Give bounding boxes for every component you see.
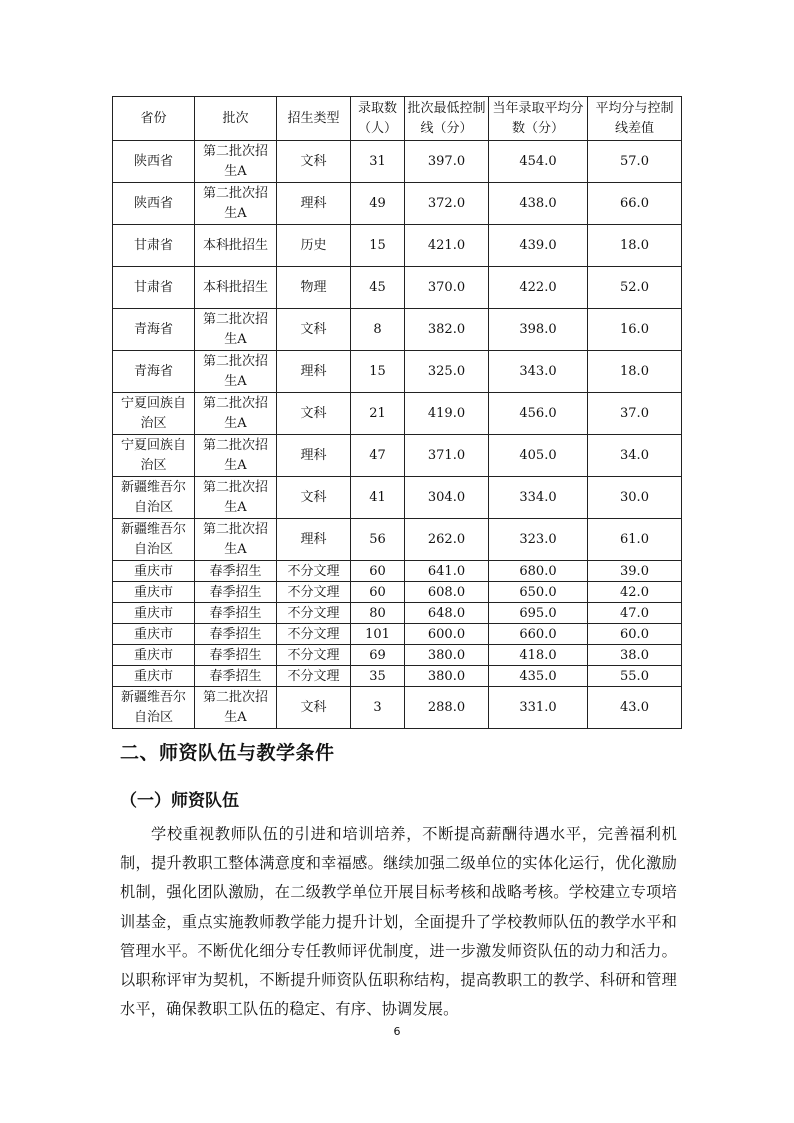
cell-province: 重庆市 bbox=[113, 645, 195, 666]
page-number: 6 bbox=[393, 1025, 401, 1038]
cell-province: 新疆维吾尔自治区 bbox=[113, 519, 195, 561]
table-header-row bbox=[113, 97, 682, 141]
cell-type: 文科 bbox=[277, 393, 351, 435]
cell-avg-score: 438.0 bbox=[489, 183, 588, 225]
cell-min-line: 608.0 bbox=[405, 582, 489, 603]
cell-batch: 本科批招生 bbox=[195, 225, 277, 267]
cell-diff: 18.0 bbox=[588, 351, 682, 393]
cell-admitted: 56 bbox=[351, 519, 405, 561]
cell-diff: 47.0 bbox=[588, 603, 682, 624]
cell-avg-score: 650.0 bbox=[489, 582, 588, 603]
cell-type: 物理 bbox=[277, 267, 351, 309]
cell-admitted: 41 bbox=[351, 477, 405, 519]
table-row bbox=[113, 624, 682, 645]
cell-province: 重庆市 bbox=[113, 582, 195, 603]
header-diff: 平均分与控制线差值 bbox=[588, 97, 682, 141]
cell-type: 理科 bbox=[277, 435, 351, 477]
cell-batch: 第二批次招生A bbox=[195, 687, 277, 729]
admission-table bbox=[112, 96, 682, 729]
cell-batch: 第二批次招生A bbox=[195, 141, 277, 183]
cell-avg-score: 405.0 bbox=[489, 435, 588, 477]
cell-min-line: 262.0 bbox=[405, 519, 489, 561]
cell-admitted: 69 bbox=[351, 645, 405, 666]
cell-min-line: 325.0 bbox=[405, 351, 489, 393]
cell-min-line: 371.0 bbox=[405, 435, 489, 477]
cell-avg-score: 398.0 bbox=[489, 309, 588, 351]
cell-type: 不分文理 bbox=[277, 624, 351, 645]
cell-batch: 第二批次招生A bbox=[195, 477, 277, 519]
cell-batch: 春季招生 bbox=[195, 645, 277, 666]
table-row bbox=[113, 267, 682, 309]
cell-type: 不分文理 bbox=[277, 666, 351, 687]
cell-province: 重庆市 bbox=[113, 666, 195, 687]
cell-min-line: 648.0 bbox=[405, 603, 489, 624]
cell-batch: 第二批次招生A bbox=[195, 183, 277, 225]
header-type: 招生类型 bbox=[277, 97, 351, 141]
cell-avg-score: 680.0 bbox=[489, 561, 588, 582]
subsection-title: （一）师资队伍 bbox=[120, 791, 239, 811]
cell-province: 重庆市 bbox=[113, 624, 195, 645]
cell-batch: 第二批次招生A bbox=[195, 519, 277, 561]
table-row bbox=[113, 435, 682, 477]
cell-admitted: 35 bbox=[351, 666, 405, 687]
cell-province: 新疆维吾尔自治区 bbox=[113, 687, 195, 729]
cell-avg-score: 422.0 bbox=[489, 267, 588, 309]
cell-min-line: 397.0 bbox=[405, 141, 489, 183]
cell-province: 陕西省 bbox=[113, 183, 195, 225]
cell-type: 不分文理 bbox=[277, 582, 351, 603]
cell-min-line: 370.0 bbox=[405, 267, 489, 309]
cell-type: 文科 bbox=[277, 687, 351, 729]
cell-admitted: 101 bbox=[351, 624, 405, 645]
header-province: 省份 bbox=[113, 97, 195, 141]
cell-batch: 第二批次招生A bbox=[195, 435, 277, 477]
cell-diff: 61.0 bbox=[588, 519, 682, 561]
cell-province: 青海省 bbox=[113, 351, 195, 393]
cell-batch: 第二批次招生A bbox=[195, 393, 277, 435]
cell-province: 陕西省 bbox=[113, 141, 195, 183]
cell-batch: 第二批次招生A bbox=[195, 309, 277, 351]
cell-diff: 18.0 bbox=[588, 225, 682, 267]
cell-avg-score: 343.0 bbox=[489, 351, 588, 393]
cell-batch: 春季招生 bbox=[195, 666, 277, 687]
cell-min-line: 380.0 bbox=[405, 645, 489, 666]
cell-batch: 春季招生 bbox=[195, 624, 277, 645]
cell-avg-score: 418.0 bbox=[489, 645, 588, 666]
cell-admitted: 60 bbox=[351, 561, 405, 582]
table-row bbox=[113, 183, 682, 225]
cell-batch: 本科批招生 bbox=[195, 267, 277, 309]
cell-batch: 春季招生 bbox=[195, 561, 277, 582]
cell-admitted: 47 bbox=[351, 435, 405, 477]
table-row bbox=[113, 561, 682, 582]
cell-diff: 57.0 bbox=[588, 141, 682, 183]
section-title: 二、师资队伍与教学条件 bbox=[120, 742, 335, 764]
table-row bbox=[113, 393, 682, 435]
cell-admitted: 49 bbox=[351, 183, 405, 225]
cell-min-line: 419.0 bbox=[405, 393, 489, 435]
body-paragraph: 学校重视教师队伍的引进和培训培养，不断提高薪酬待遇水平，完善福利机制，提升教职工整体满意度和幸福感。继续加强二级单位的实体化运行，优化激励机制，强化团队激励，在二级教学单位开展目标考核和战略考核。学校建立专项培训基金，重点实施教师教学能力提升计划，全面提升了学校教师队伍的教学水平和管理水平。不断优化细分专任教师评优制度，进一步激发师资队伍的动力和活力。以职称评审为契机，不断提升师资队伍职称结构，提高教职工的教学、科研和管理水平，确保教职工队伍的稳定、有序、协调发展。 bbox=[120, 825, 677, 1019]
cell-min-line: 600.0 bbox=[405, 624, 489, 645]
cell-type: 理科 bbox=[277, 519, 351, 561]
cell-province: 新疆维吾尔自治区 bbox=[113, 477, 195, 519]
cell-admitted: 45 bbox=[351, 267, 405, 309]
table-row bbox=[113, 309, 682, 351]
cell-admitted: 15 bbox=[351, 225, 405, 267]
cell-type: 不分文理 bbox=[277, 561, 351, 582]
cell-batch: 春季招生 bbox=[195, 582, 277, 603]
cell-province: 甘肃省 bbox=[113, 267, 195, 309]
cell-diff: 30.0 bbox=[588, 477, 682, 519]
header-min-line: 批次最低控制线（分） bbox=[405, 97, 489, 141]
cell-batch: 春季招生 bbox=[195, 603, 277, 624]
cell-avg-score: 439.0 bbox=[489, 225, 588, 267]
cell-diff: 42.0 bbox=[588, 582, 682, 603]
table-row bbox=[113, 645, 682, 666]
table-row bbox=[113, 477, 682, 519]
cell-diff: 37.0 bbox=[588, 393, 682, 435]
cell-batch: 第二批次招生A bbox=[195, 351, 277, 393]
cell-avg-score: 331.0 bbox=[489, 687, 588, 729]
cell-admitted: 31 bbox=[351, 141, 405, 183]
cell-diff: 66.0 bbox=[588, 183, 682, 225]
cell-diff: 34.0 bbox=[588, 435, 682, 477]
cell-type: 不分文理 bbox=[277, 603, 351, 624]
table-row bbox=[113, 141, 682, 183]
cell-admitted: 80 bbox=[351, 603, 405, 624]
header-admitted: 录取数（人） bbox=[351, 97, 405, 141]
cell-min-line: 288.0 bbox=[405, 687, 489, 729]
cell-province: 青海省 bbox=[113, 309, 195, 351]
cell-avg-score: 435.0 bbox=[489, 666, 588, 687]
cell-admitted: 8 bbox=[351, 309, 405, 351]
table-row bbox=[113, 351, 682, 393]
cell-min-line: 421.0 bbox=[405, 225, 489, 267]
cell-diff: 55.0 bbox=[588, 666, 682, 687]
cell-province: 甘肃省 bbox=[113, 225, 195, 267]
cell-admitted: 15 bbox=[351, 351, 405, 393]
cell-type: 文科 bbox=[277, 309, 351, 351]
cell-province: 宁夏回族自治区 bbox=[113, 393, 195, 435]
cell-type: 文科 bbox=[277, 141, 351, 183]
table-row bbox=[113, 687, 682, 729]
cell-type: 理科 bbox=[277, 351, 351, 393]
header-avg-score: 当年录取平均分数（分） bbox=[489, 97, 588, 141]
table-row bbox=[113, 225, 682, 267]
table-row bbox=[113, 603, 682, 624]
cell-min-line: 641.0 bbox=[405, 561, 489, 582]
cell-type: 历史 bbox=[277, 225, 351, 267]
cell-type: 不分文理 bbox=[277, 645, 351, 666]
cell-avg-score: 695.0 bbox=[489, 603, 588, 624]
cell-avg-score: 323.0 bbox=[489, 519, 588, 561]
cell-min-line: 382.0 bbox=[405, 309, 489, 351]
header-batch: 批次 bbox=[195, 97, 277, 141]
cell-admitted: 60 bbox=[351, 582, 405, 603]
table-row bbox=[113, 519, 682, 561]
cell-diff: 38.0 bbox=[588, 645, 682, 666]
cell-min-line: 380.0 bbox=[405, 666, 489, 687]
cell-avg-score: 660.0 bbox=[489, 624, 588, 645]
cell-avg-score: 456.0 bbox=[489, 393, 588, 435]
cell-avg-score: 334.0 bbox=[489, 477, 588, 519]
cell-province: 宁夏回族自治区 bbox=[113, 435, 195, 477]
cell-diff: 60.0 bbox=[588, 624, 682, 645]
table-row bbox=[113, 582, 682, 603]
cell-diff: 39.0 bbox=[588, 561, 682, 582]
table-body bbox=[113, 141, 682, 729]
cell-admitted: 21 bbox=[351, 393, 405, 435]
table-row bbox=[113, 666, 682, 687]
cell-province: 重庆市 bbox=[113, 561, 195, 582]
cell-province: 重庆市 bbox=[113, 603, 195, 624]
cell-diff: 16.0 bbox=[588, 309, 682, 351]
cell-min-line: 304.0 bbox=[405, 477, 489, 519]
cell-avg-score: 454.0 bbox=[489, 141, 588, 183]
cell-min-line: 372.0 bbox=[405, 183, 489, 225]
cell-diff: 52.0 bbox=[588, 267, 682, 309]
cell-type: 理科 bbox=[277, 183, 351, 225]
cell-type: 文科 bbox=[277, 477, 351, 519]
cell-diff: 43.0 bbox=[588, 687, 682, 729]
cell-admitted: 3 bbox=[351, 687, 405, 729]
